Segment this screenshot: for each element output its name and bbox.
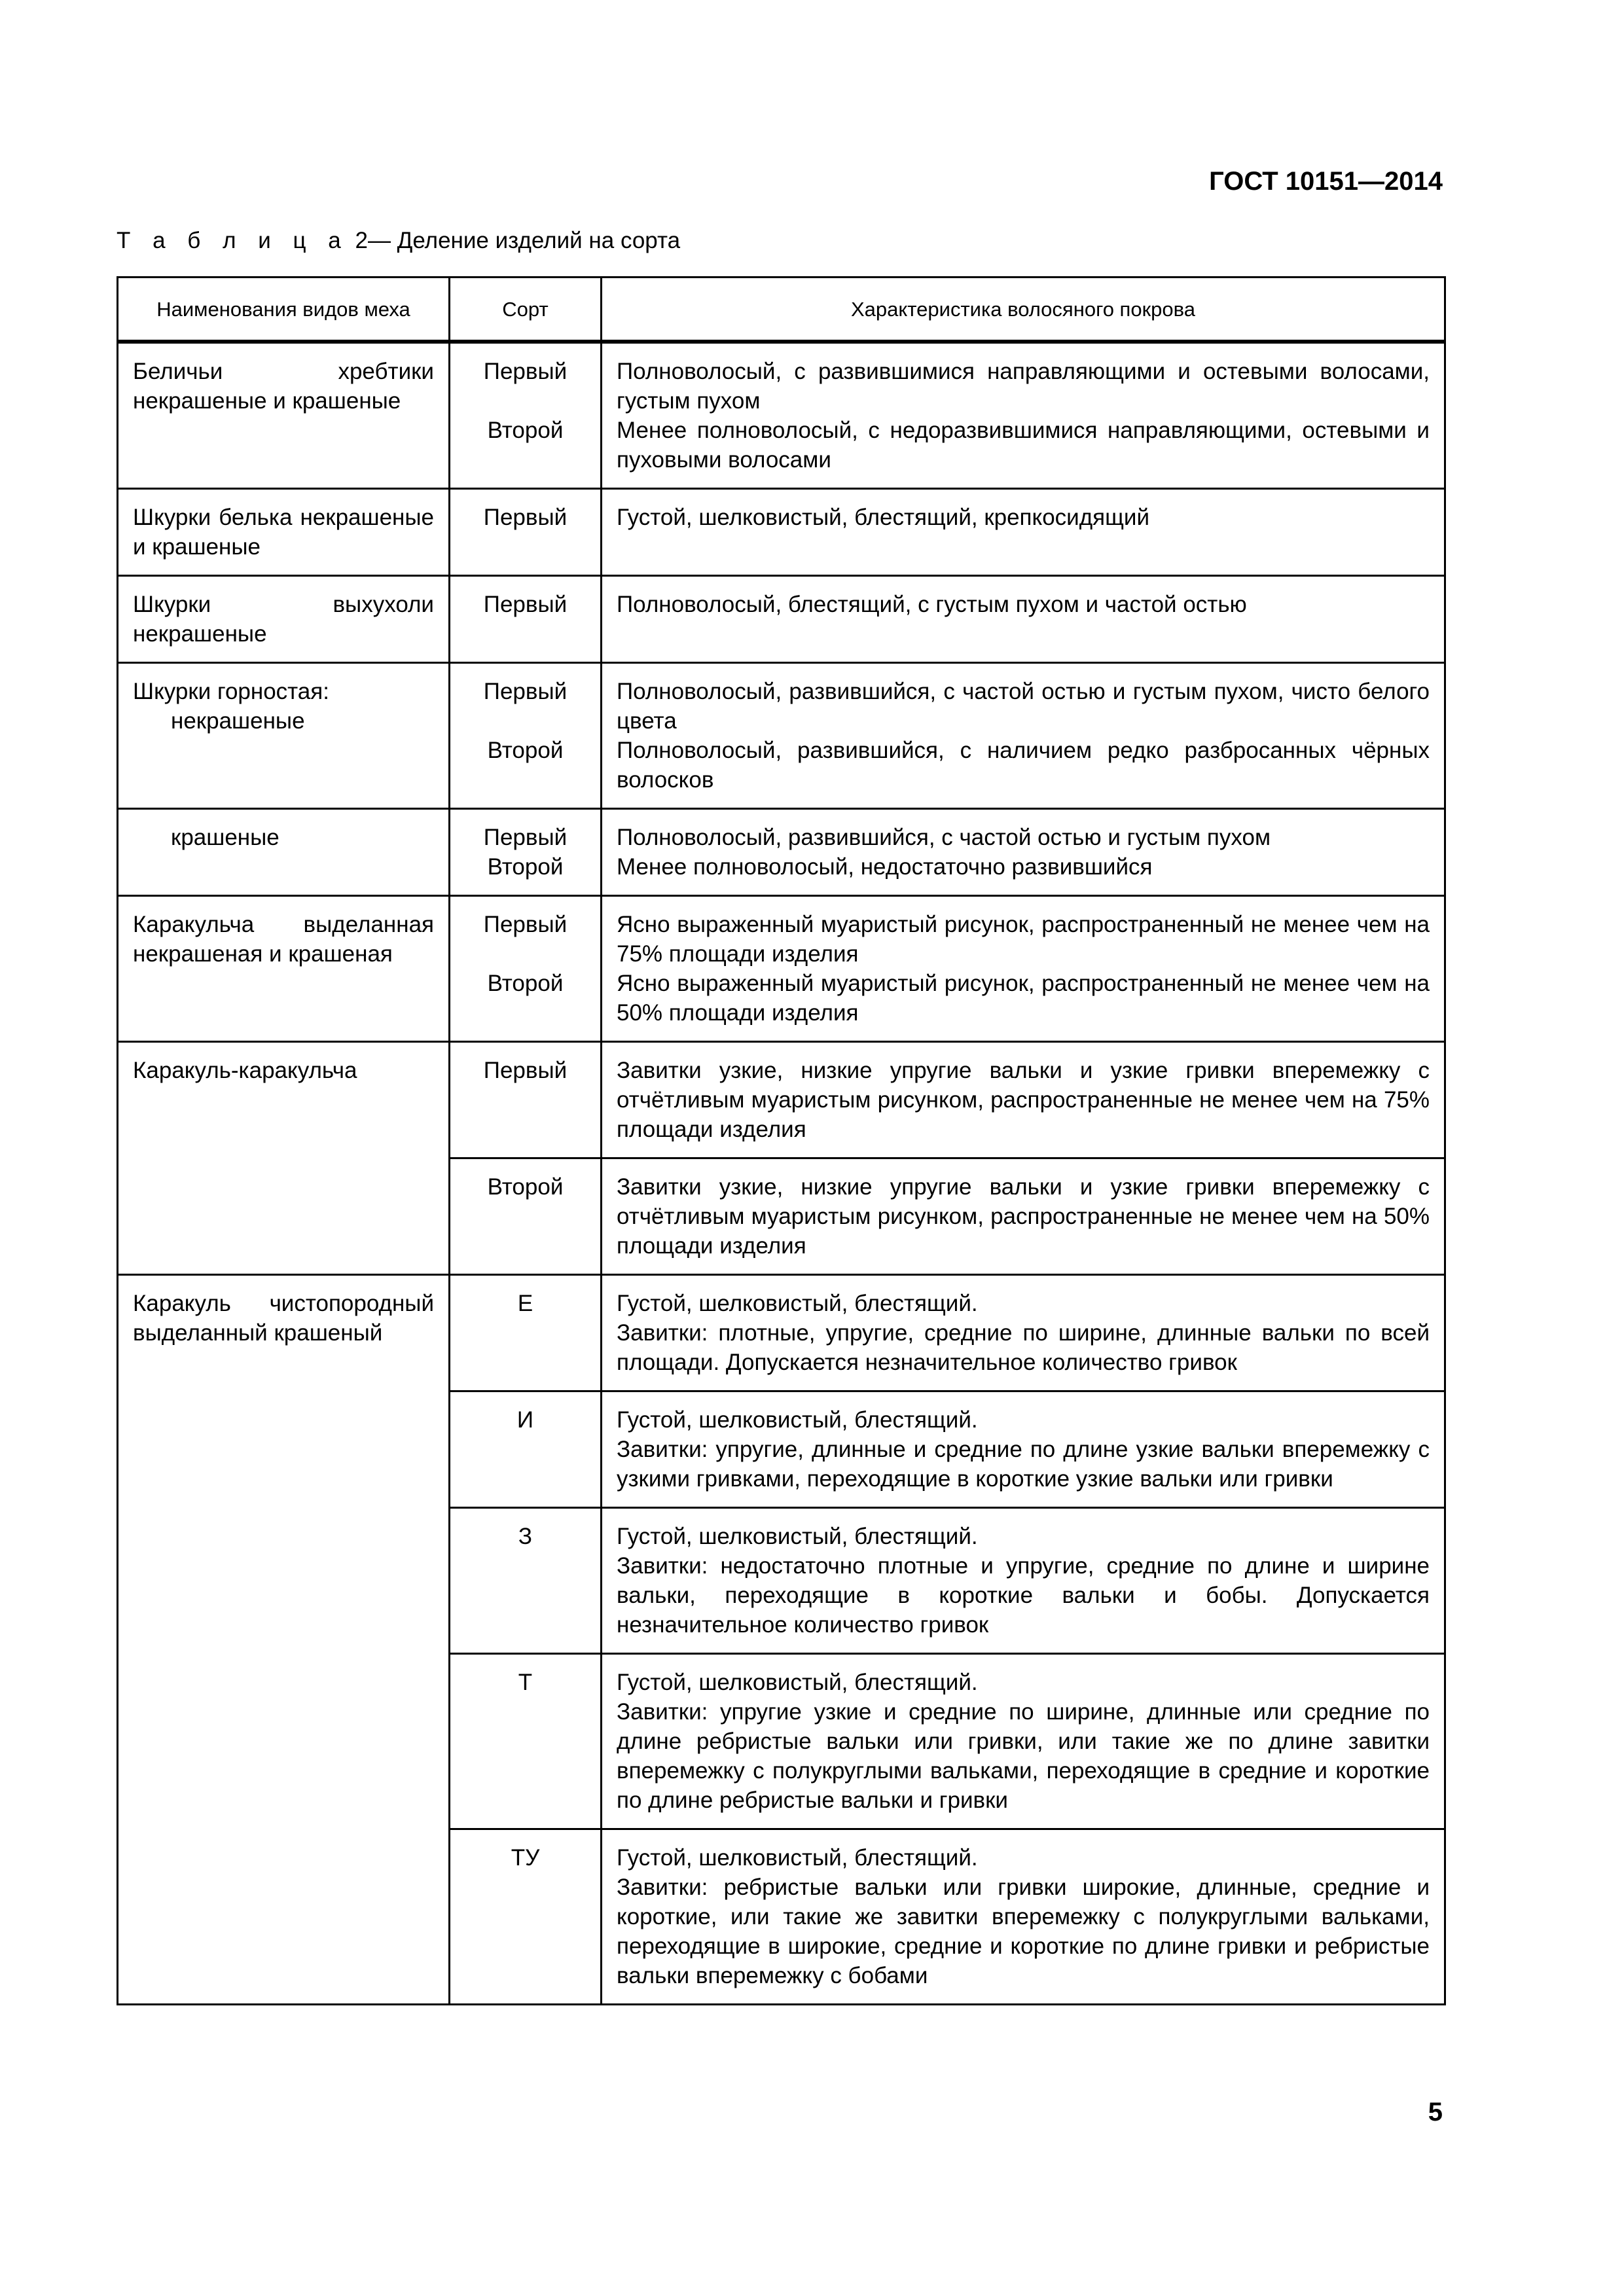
fur-type-cell: Беличьи хребтики некрашеные и крашеные [118, 342, 450, 489]
fur-type-cell: Каракуль чистопородный выделанный крашеный [118, 1275, 450, 2005]
caption-label: Т а б л и ц а [117, 228, 349, 253]
grade-cell [450, 896, 602, 1042]
characteristics-text: Полноволосый, с развившимися направляющими и остевыми волосами, густым пухом [617, 359, 1430, 414]
characteristics-cell [602, 342, 1445, 489]
fur-type-cell: Шкурки белька некрашеные и крашеные [118, 489, 450, 576]
fur-type-cell: Каракульча выделанная некрашеная и крашеная [118, 896, 450, 1042]
caption-title: — Деление изделий на сорта [367, 228, 681, 253]
caption-number: 2 [355, 228, 368, 253]
table-row [118, 576, 1445, 663]
table-row [118, 342, 1445, 489]
characteristics-cell [602, 1654, 1445, 1829]
characteristics-cell [602, 1275, 1445, 1391]
characteristics-cell [602, 809, 1445, 896]
characteristics-text: Завитки: упругие узкие и средние по ширине, длинные или средние по длине ребристые вальки или гривки, или такие же по длине завитки вперемежку с полукруглыми вальками, переходящие в средние и короткие по длине ребристые вальки и гривки [617, 1699, 1430, 1813]
characteristics-text: Густой, шелковистый, блестящий. [617, 1291, 978, 1316]
fur-subtype-name: крашеные [171, 825, 280, 850]
grade-cell: Т [450, 1654, 602, 1829]
characteristics-text: Менее полноволосый, недостаточно развившийся [617, 854, 1153, 880]
col-header-fur-type: Наименования видов меха [118, 278, 450, 342]
characteristics-cell [602, 1829, 1445, 2005]
grade-value: Первый [483, 359, 568, 384]
characteristics-cell [602, 1391, 1445, 1508]
characteristics-cell: Густой, шелковистый, блестящий, крепкосидящий [602, 489, 1445, 576]
page-number: 5 [1428, 2098, 1443, 2126]
grade-cell: З [450, 1508, 602, 1654]
fur-type-name: Шкурки горностая: [133, 679, 329, 704]
table-row [118, 489, 1445, 576]
table-row [118, 809, 1445, 896]
grade-cell: И [450, 1391, 602, 1508]
table-row [118, 1275, 1445, 1391]
characteristics-text: Завитки: недостаточно плотные и упругие, средние по длине и ширине вальки, переходящие в короткие вальки и бобы. Допускается незначительное количество гривок [617, 1553, 1430, 1638]
fur-type-cell: Каракуль-каракульча [118, 1042, 450, 1275]
grade-value: Второй [487, 854, 564, 880]
characteristics-text: Ясно выраженный муаристый рисунок, распространенный не менее чем на 75% площади изделия [617, 912, 1430, 967]
characteristics-text: Завитки: ребристые вальки или гривки широкие, длинные, средние и короткие, или такие же завитки вперемежку с полукруглыми вальками, переходящие в широкие, средние и короткие по длине гривки и ребристые вальки вперемежку с бобами [617, 1874, 1430, 1988]
characteristics-text: Густой, шелковистый, блестящий. [617, 1670, 978, 1695]
grade-cell: Первый [450, 576, 602, 663]
characteristics-text: Густой, шелковистый, блестящий. [617, 1845, 978, 1871]
grade-cell [450, 342, 602, 489]
characteristics-cell: Полноволосый, блестящий, с густым пухом и частой остью [602, 576, 1445, 663]
col-header-grade: Сорт [450, 278, 602, 342]
fur-type-cell [118, 809, 450, 896]
characteristics-cell [602, 1508, 1445, 1654]
grade-cell: Первый [450, 489, 602, 576]
grade-value: Первый [483, 912, 568, 937]
table-row [118, 1042, 1445, 1158]
grade-value: Второй [487, 418, 564, 443]
col-header-characteristics: Характеристика волосяного покрова [602, 278, 1445, 342]
fur-subtype-name: некрашеные [171, 708, 305, 734]
characteristics-text: Густой, шелковистый, блестящий. [617, 1524, 978, 1549]
document-code: ГОСТ 10151—2014 [1209, 167, 1443, 196]
characteristics-cell [602, 896, 1445, 1042]
grade-value: Второй [487, 738, 564, 763]
characteristics-text: Полноволосый, развившийся, с наличием редко разбросанных чёрных волосков [617, 738, 1430, 793]
table-caption [117, 228, 680, 254]
characteristics-text: Завитки: плотные, упругие, средние по ширине, длинные вальки по всей площади. Допускается незначительное количество гривок [617, 1320, 1430, 1375]
grade-cell: ТУ [450, 1829, 602, 2005]
characteristics-cell: Завитки узкие, низкие упругие вальки и узкие гривки вперемежку с отчётливым муаристым рисунком, распространенные не менее чем на 75% площади изделия [602, 1042, 1445, 1158]
characteristics-text: Ясно выраженный муаристый рисунок, распространенный не менее чем на 50% площади изделия [617, 971, 1430, 1026]
characteristics-text: Завитки: упругие, длинные и средние по длине узкие вальки вперемежку с узкими гривками, переходящие в короткие узкие вальки или гривки [617, 1437, 1430, 1492]
grade-cell: Е [450, 1275, 602, 1391]
characteristics-text: Полноволосый, развившийся, с частой остью и густым пухом [617, 825, 1271, 850]
characteristics-cell: Завитки узкие, низкие упругие вальки и узкие гривки вперемежку с отчётливым муаристым рисунком, распространенные не менее чем на 50% площади изделия [602, 1158, 1445, 1275]
characteristics-text: Густой, шелковистый, блестящий. [617, 1407, 978, 1433]
grade-cell [450, 809, 602, 896]
characteristics-text: Менее полноволосый, с недоразвившимися направляющими, остевыми и пуховыми волосами [617, 418, 1430, 473]
table-header-row [118, 278, 1445, 342]
grade-cell: Второй [450, 1158, 602, 1275]
grade-cell [450, 663, 602, 809]
characteristics-text: Полноволосый, развившийся, с частой остью и густым пухом, чисто белого цвета [617, 679, 1430, 734]
table-row [118, 896, 1445, 1042]
grade-value: Второй [487, 971, 564, 996]
table-row [118, 663, 1445, 809]
grade-value: Первый [483, 679, 568, 704]
fur-grade-table [117, 276, 1446, 2005]
grade-cell: Первый [450, 1042, 602, 1158]
characteristics-cell [602, 663, 1445, 809]
grade-value: Первый [483, 825, 568, 850]
fur-type-cell [118, 663, 450, 809]
fur-type-cell: Шкурки выхухоли некрашеные [118, 576, 450, 663]
